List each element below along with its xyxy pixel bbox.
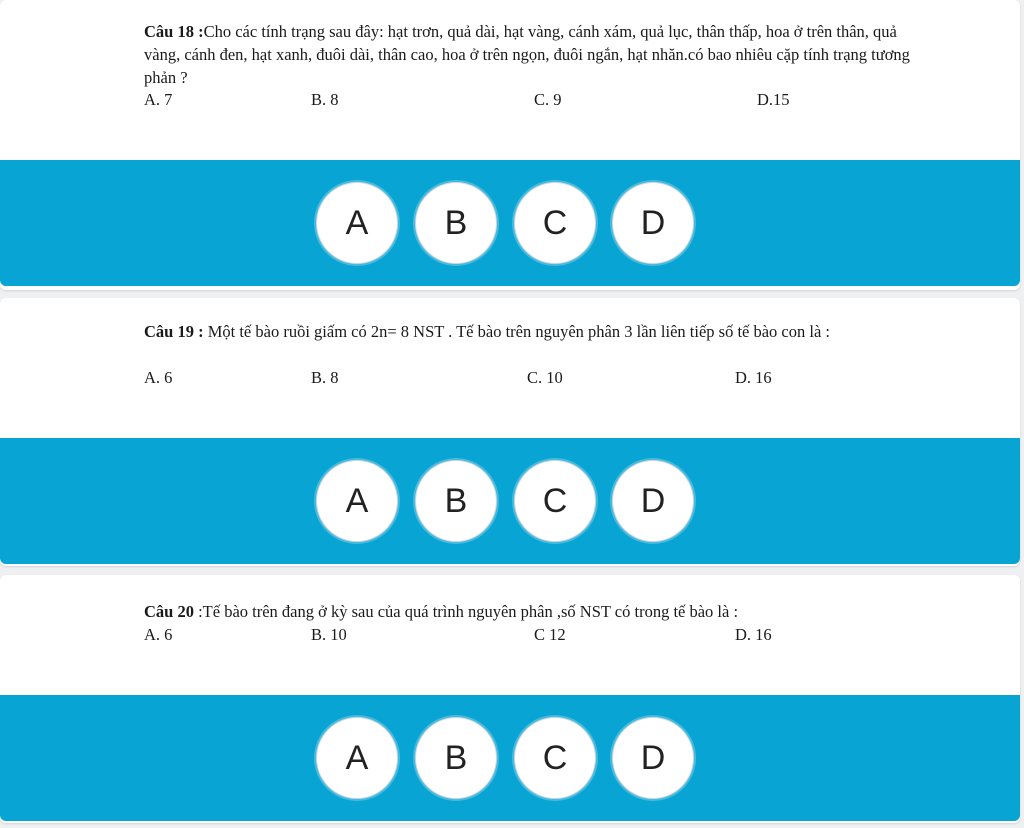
question-body: Cho các tính trạng sau đây: hạt trơn, quả dài, hạt vàng, cánh xám, quả lục, thân thấp, hoa ở trên thân, quả vàng, cánh đen, hạt xanh, đuôi dài, thân cao, hoa ở trên ngọn, đuôi ngắn, hạt nhăn.có bao nhiêu cặp tính trạng tương phản ? [144, 22, 910, 87]
option-a: A. 6 [144, 625, 173, 644]
answer-button-b[interactable]: B [415, 460, 497, 542]
answer-band [0, 438, 1020, 564]
answer-button-b[interactable]: B [415, 717, 497, 799]
option-c: C 12 [534, 625, 566, 644]
answer-button-a[interactable]: A [316, 460, 398, 542]
answer-button-c[interactable]: C [514, 717, 596, 799]
answer-button-b[interactable]: B [415, 182, 497, 264]
options-row [144, 368, 944, 390]
question-number: Câu 19 : [144, 322, 204, 341]
answer-button-c[interactable]: C [514, 182, 596, 264]
options-row [144, 625, 944, 647]
option-b: B. 8 [311, 90, 339, 109]
question-body: Một tế bào ruồi giấm có 2n= 8 NST . Tế bào trên nguyên phân 3 lần liên tiếp số tế bào con là : [203, 322, 830, 341]
option-b: B. 10 [311, 625, 347, 644]
options-row [144, 90, 944, 112]
option-c: C. 10 [527, 368, 563, 387]
answer-band [0, 695, 1020, 821]
question-text [144, 600, 934, 623]
answer-button-a[interactable]: A [316, 717, 398, 799]
answer-button-d[interactable]: D [612, 460, 694, 542]
question-text [144, 20, 934, 89]
question-card-18 [0, 0, 1020, 290]
answer-button-d[interactable]: D [612, 182, 694, 264]
option-b: B. 8 [311, 368, 339, 387]
question-card-20 [0, 575, 1020, 823]
question-text [144, 320, 934, 343]
option-d: D. 16 [735, 625, 772, 644]
option-a: A. 7 [144, 90, 173, 109]
question-body: :Tế bào trên đang ở kỳ sau của quá trình nguyên phân ,số NST có trong tế bào là : [193, 602, 739, 621]
answer-button-d[interactable]: D [612, 717, 694, 799]
option-c: C. 9 [534, 90, 562, 109]
question-card-19 [0, 298, 1020, 566]
question-number: Câu 20 [144, 602, 194, 621]
answer-button-a[interactable]: A [316, 182, 398, 264]
option-a: A. 6 [144, 368, 173, 387]
answer-band [0, 160, 1020, 286]
option-d: D. 16 [735, 368, 772, 387]
answer-button-c[interactable]: C [514, 460, 596, 542]
question-number: Câu 18 : [144, 22, 204, 41]
option-d: D.15 [757, 90, 790, 109]
